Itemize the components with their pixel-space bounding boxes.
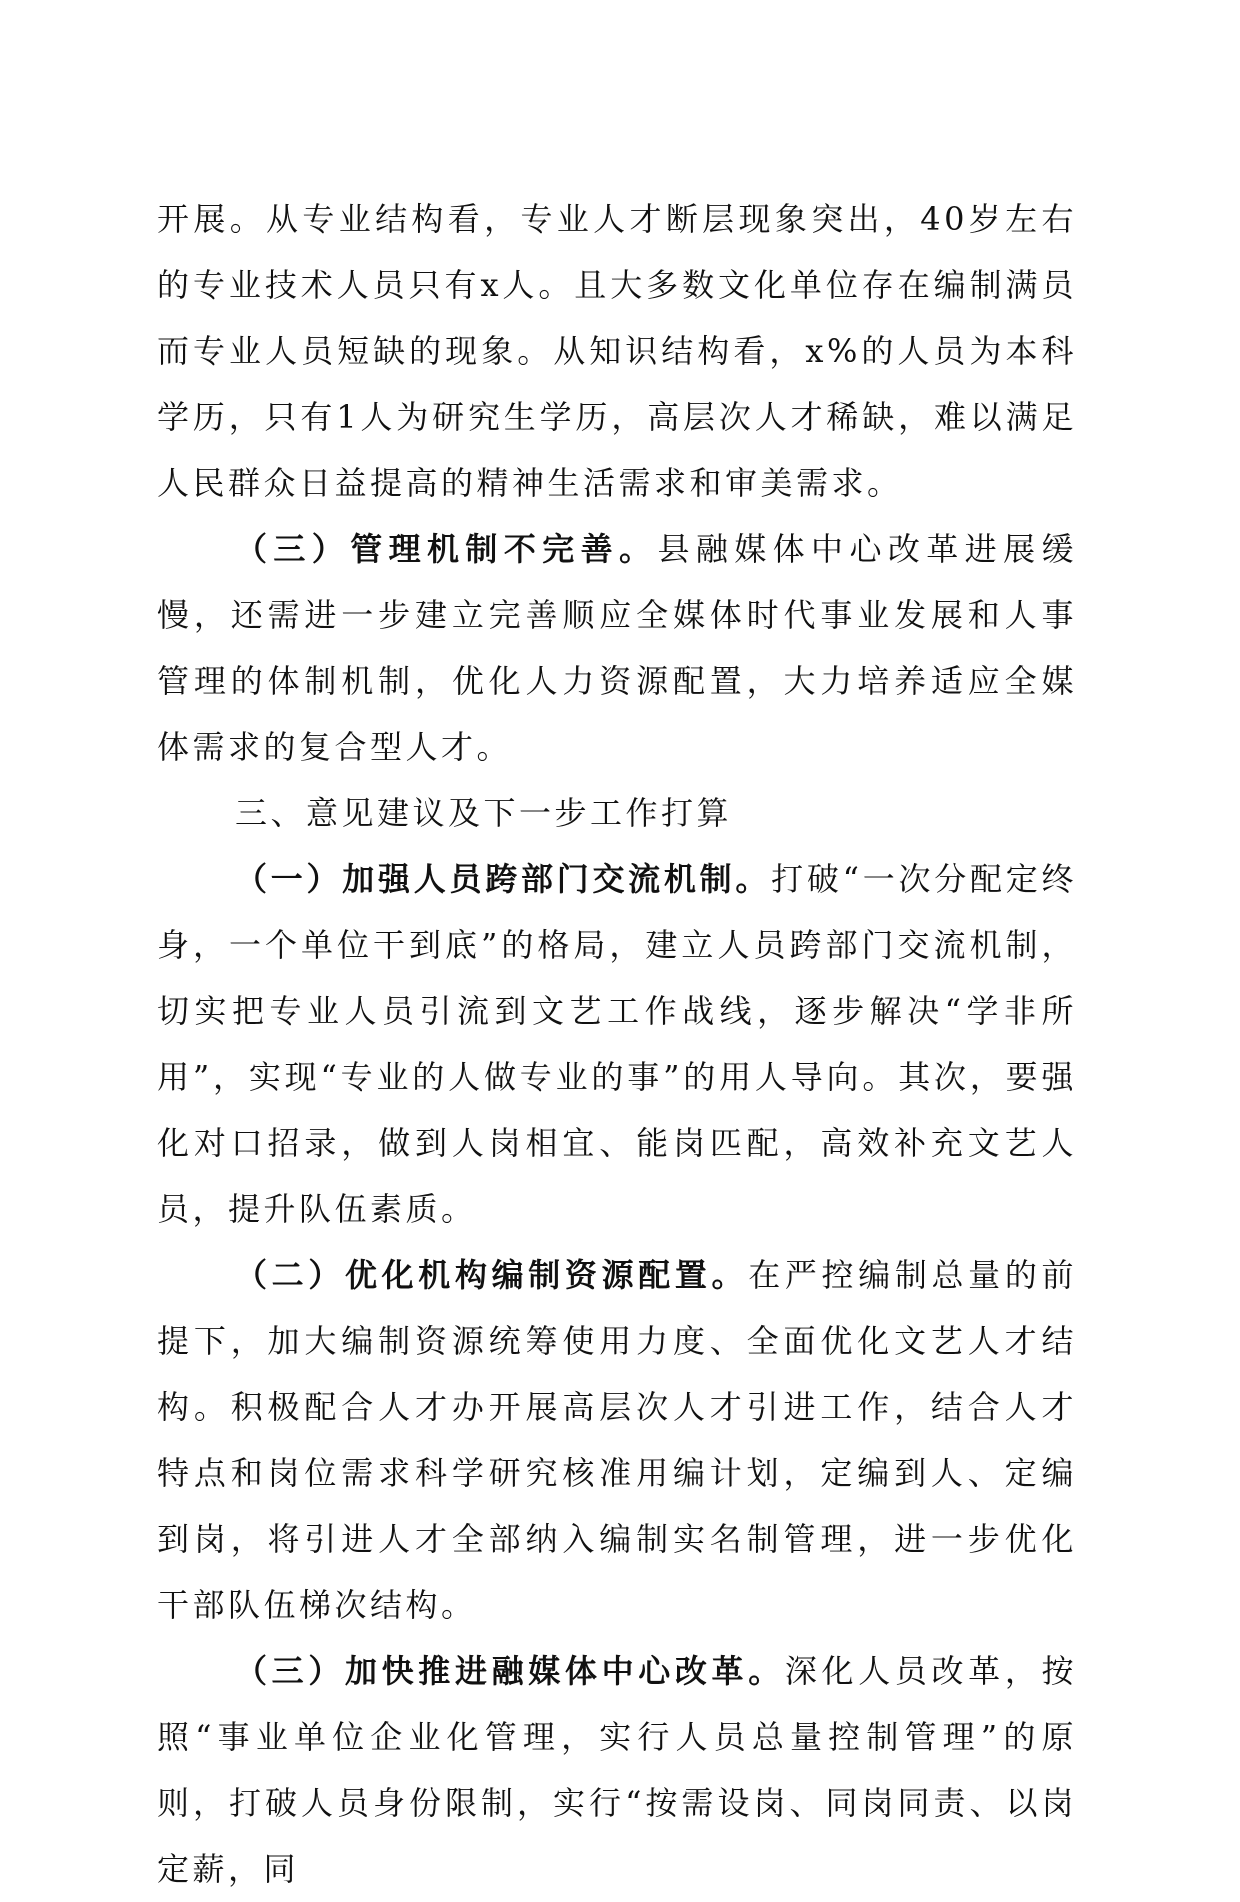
paragraph-text: 开展。从专业结构看，专业人才断层现象突出，40岁左右的专业技术人员只有x人。且大多数文化单位存在编制满员而专业人员短缺的现象。从知识结构看，x%的人员为本科学历，只有1人为研究生学历，高层次人才稀缺，难以满足人民群众日益提高的精神生活需求和审美需求。: [157, 200, 1077, 502]
section-heading-suggestions: [157, 780, 1077, 846]
paragraph-continuation: [157, 186, 1077, 516]
paragraph-heading: （三）加快推进融媒体中心改革。: [235, 1652, 785, 1690]
paragraph-text: 深化人员改革，按照“事业单位企业化管理，实行人员总量控制管理”的原则，打破人员身份限制，实行“按需设岗、同岗同责、以岗定薪，同: [157, 1652, 1077, 1888]
paragraph-text: 县融媒体中心改革进展缓慢，还需进一步建立完善顺应全媒体时代事业发展和人事管理的体制机制，优化人力资源配置，大力培养适应全媒体需求的复合型人才。: [157, 530, 1077, 766]
paragraph-heading: （一）加强人员跨部门交流机制。: [235, 860, 772, 898]
document-body: [157, 186, 1077, 1902]
paragraph-management-mechanism: [157, 516, 1077, 780]
paragraph-heading: （二）优化机构编制资源配置。: [235, 1256, 749, 1294]
paragraph-heading: （三）管理机制不完善。: [235, 530, 658, 568]
paragraph-text: 打破“一次分配定终身，一个单位干到底”的格局，建立人员跨部门交流机制，切实把专业人员引流到文艺工作战线，逐步解决“学非所用”，实现“专业的人做专业的事”的用人导向。其次，要强化对口招录，做到人岗相宜、能岗匹配，高效补充文艺人员，提升队伍素质。: [157, 860, 1077, 1228]
paragraph-media-center-reform: [157, 1638, 1077, 1902]
paragraph-text: 在严控编制总量的前提下，加大编制资源统筹使用力度、全面优化文艺人才结构。积极配合人才办开展高层次人才引进工作，结合人才特点和岗位需求科学研究核准用编计划，定编到人、定编到岗，将引进人才全部纳入编制实名制管理，进一步优化干部队伍梯次结构。: [157, 1256, 1077, 1624]
paragraph-cross-department-exchange: [157, 846, 1077, 1242]
section-heading-text: 三、意见建议及下一步工作打算: [235, 794, 733, 832]
paragraph-staffing-resources: [157, 1242, 1077, 1638]
